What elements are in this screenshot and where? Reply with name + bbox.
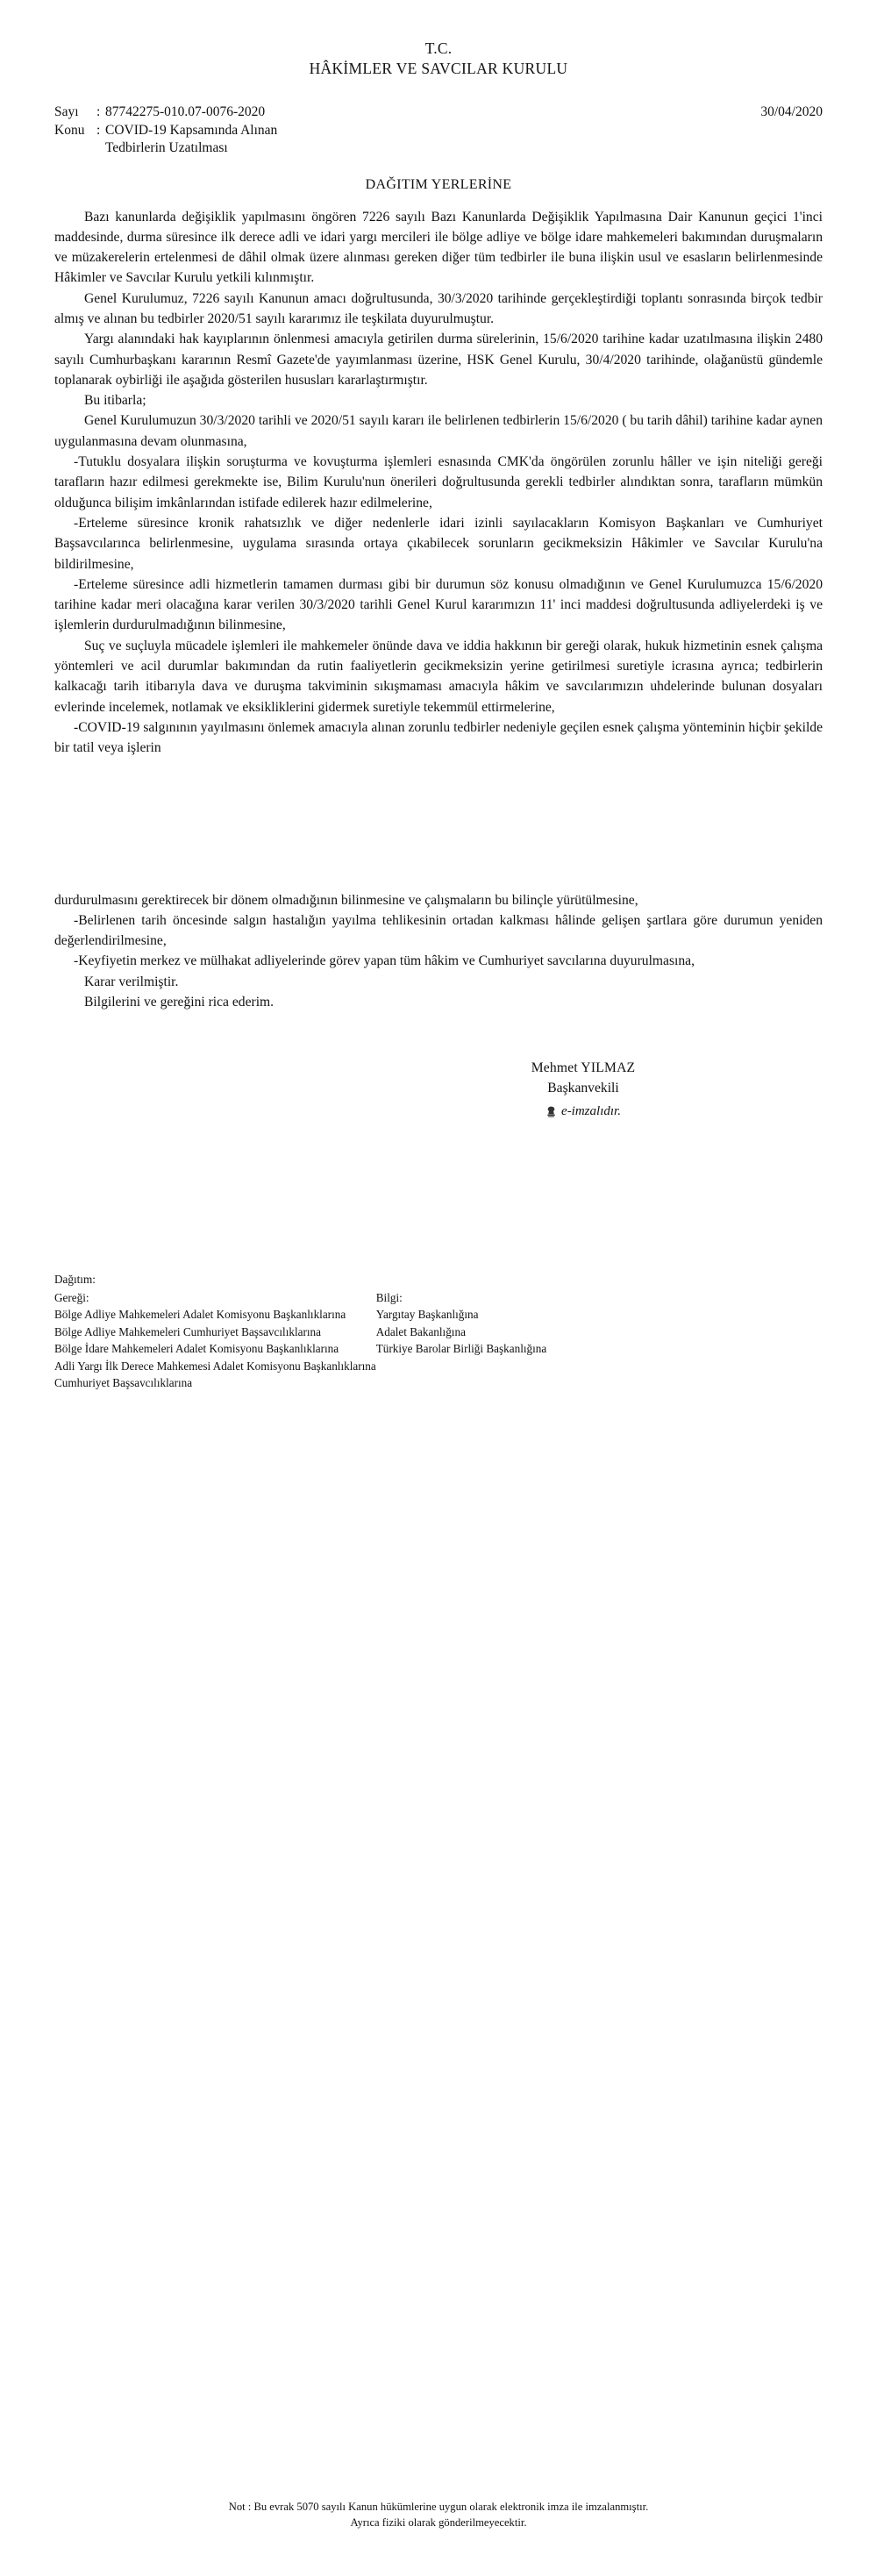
document-body-page-2 — [0, 890, 877, 1013]
paragraph-9: Suç ve suçluyla mücadele işlemleri ile mahkemeler önünde dava ve iddia hakkının bir gereği olarak, hukuk hizmetinin esnek çalışma yöntemleri ve acil durumlar bakımından da rutin faaliyetlerin gecikmeksizin yerine getirilmesi suretiyle icrasına ayrıca; tedbirlerin kalkacağı tarih itibarıyla dava ve duruşma takviminin sıkışmaması amacıyla hâkim ve savcılarımızın uhdelerinde bulunan dosyaları evlerinde incelemek, notlamak ve eksikliklerini gidermek suretiyle tekemmül ettirmelerine, — [54, 638, 823, 715]
paragraph-14: Karar verilmiştir. — [84, 974, 179, 989]
list-item: Yargıtay Başkanlığına — [375, 1308, 479, 1322]
footer-electronic-signature-note — [0, 2500, 877, 2530]
signatory-name: Mehmet YILMAZ — [531, 1060, 636, 1076]
paragraph-13: -Keyfiyetin merkez ve mülhakat adliyelerinde görev yapan tüm hâkim ve Cumhuriyet savcılarına duyurulmasına, — [74, 953, 695, 969]
paragraph-8: -Erteleme süresince adli hizmetlerin tamamen durması gibi bir durumun söz konusu olmadığının ve Genel Kurulumuzca 15/6/2020 tarihine kadar meri olacağına karar verilen 30/3/2020 tarihli Genel Kurul kararımızın 11' inci maddesi doğrultusunda adliyelerdeki iş ve işlemlerin durdurulmadığının bilinmesine, — [54, 576, 823, 633]
distribution-columns — [54, 1289, 823, 1392]
distribution-bilgi-heading: Bilgi: — [375, 1290, 403, 1304]
konu-label: Konu — [54, 122, 85, 138]
distribution-column-bilgi — [376, 1289, 823, 1392]
paragraph-6: -Tutuklu dosyalara ilişkin soruşturma ve kovuşturma işlemleri esnasında CMK'da öngörülen zorunlu hâller ve işin niteliği gereği tarafların hazır edilmesi gerekmekte ise, Bilim Kurulu'nun önerileri doğrultusunda gerekli tedbirler alındıktan sonra, tarafların mümkün olduğunca bilişim imkânlarından istifade edilerek hazır edilmelerine, — [54, 454, 823, 510]
list-item: Bölge İdare Mahkemeleri Adalet Komisyonu Başkanlıklarına — [54, 1342, 339, 1356]
meta-row-konu — [54, 122, 824, 140]
list-item: Bölge Adliye Mahkemeleri Adalet Komisyonu Başkanlıklarına — [54, 1308, 346, 1322]
document-date: 30/04/2020 — [760, 104, 823, 119]
distribution-geregi-heading: Gereği: — [54, 1290, 89, 1304]
e-signature-text: e-imzalıdır. — [561, 1104, 621, 1119]
list-item: Türkiye Barolar Birliği Başkanlığına — [375, 1342, 547, 1356]
document-body-page-1 — [0, 207, 877, 759]
distribution-heading: Dağıtım: — [54, 1273, 96, 1287]
paragraph-2: Genel Kurulumuz, 7226 sayılı Kanunun amacı doğrultusunda, 30/3/2020 tarihinde gerçekleştirdiği toplantı sonrasında birçok tedbir almış ve alınan bu tedbirler 2020/51 sayılı kararımız ile teşkilata duyurulmuştur. — [54, 290, 823, 326]
paragraph-15: Bilgilerini ve gereğini rica ederim. — [84, 995, 275, 1010]
konu-value: COVID-19 Kapsamında Alınan — [105, 122, 278, 138]
sayi-label: Sayı — [54, 104, 79, 119]
sayi-value: 87742275-010.07-0076-2020 — [105, 104, 266, 119]
signature-block — [0, 1058, 877, 1122]
list-item: Adalet Bakanlığına — [375, 1324, 466, 1338]
meta-row-sayi — [54, 103, 824, 122]
letterhead-republic-line: T.C. — [424, 39, 453, 57]
page-break-gap — [0, 759, 877, 890]
list-item: Bölge Adliye Mahkemeleri Cumhuriyet Başsavcılıklarına — [54, 1324, 321, 1338]
electronic-signature-note — [289, 1102, 877, 1122]
letterhead-organization-line: HÂKİMLER VE SAVCILAR KURULU — [309, 60, 568, 77]
konu-value-line2: Tedbirlerin Uzatılması — [105, 140, 228, 155]
letterhead — [0, 39, 877, 79]
paragraph-12: -Belirlenen tarih öncesinde salgın hastalığın yayılma tehlikesinin ortadan kalkması hâlinde gelişen şartlara göre durumun yeniden değerlendirilmesine, — [54, 912, 823, 949]
document-meta-block — [0, 103, 877, 158]
addressee-heading: DAĞITIM YERLERİNE — [365, 176, 512, 192]
distribution-column-geregi — [54, 1289, 376, 1392]
list-item: Cumhuriyet Başsavcılıklarına — [54, 1376, 193, 1390]
paragraph-10: -COVID-19 salgınının yayılmasını önlemek amacıyla alınan zorunlu tedbirler nedeniyle geçilen esnek çalışma yönteminin hiçbir şekilde bir tatil veya işlerin — [54, 719, 823, 756]
e-signature-seal-icon — [545, 1106, 557, 1118]
distribution-block — [0, 1271, 877, 1392]
footer-note-line-1: Not : Bu evrak 5070 sayılı Kanun hükümlerine uygun olarak elektronik imza ile imzalanmıştır. — [228, 2501, 649, 2513]
paragraph-3: Yargı alanındaki hak kayıplarının önlenmesi amacıyla getirilen durma sürelerinin, 15/6/2020 tarihine kadar uzatılmasına ilişkin 2480 sayılı Cumhurbaşkanı kararının Resmî Gazete'de yayımlanması üzerine, HSK Genel Kurulu, 30/4/2020 tarihinde, olağanüstü gündemle toplanarak oybirliği ile aşağıda gösterilen hususları kararlaştırmıştır. — [54, 332, 823, 388]
footer-note-line-2: Ayrıca fiziki olarak gönderilmeyecektir. — [350, 2515, 527, 2529]
sayi-colon: : — [96, 104, 101, 119]
paragraph-1: Bazı kanunlarda değişiklik yapılmasını öngören 7226 sayılı Bazı Kanunlarda Değişiklik Yapılmasına Dair Kanunun geçici 1'inci maddesinde, durma süresince ilk derece adli ve idari yargı mercileri ile bölge adliye ve bölge idare mahkemeleri bakımından duruşmaların ve müzakerelerin ertelenmesi de dâhil olmak üzere alınması gereken diğer tüm tedbirler ile buna ilişkin usul ve esasların belirlenmesinde Hâkimler ve Savcılar Kurulu yetkili kılınmıştır. — [54, 209, 823, 286]
document-page — [0, 39, 877, 2576]
paragraph-7: -Erteleme süresince kronik rahatsızlık ve diğer nedenlerle idari izinli sayılacakların Komisyon Başkanları ve Cumhuriyet Başsavcılarınca belirlenmesine, uygulama sırasında ortaya çıkabilecek sorunların gecikmeksizin Hâkimler ve Savcılar Kurulu'na bildirilmesine, — [54, 515, 823, 572]
paragraph-11: durdurulmasını gerektirecek bir dönem olmadığının bilinmesine ve çalışmaların bu bilinçle yürütülmesine, — [54, 892, 638, 908]
paragraph-5: Genel Kurulumuzun 30/3/2020 tarihli ve 2020/51 sayılı kararı ile belirlenen tedbirlerin 15/6/2020 ( bu tarih dâhil) tarihine kadar aynen uygulanmasına devam olunmasına, — [54, 413, 823, 449]
paragraph-4: Bu itibarla; — [84, 393, 146, 409]
list-item: Adli Yargı İlk Derece Mahkemesi Adalet Komisyonu Başkanlıklarına — [54, 1359, 376, 1373]
konu-colon: : — [96, 122, 101, 138]
signatory-title: Başkanvekili — [547, 1081, 619, 1096]
